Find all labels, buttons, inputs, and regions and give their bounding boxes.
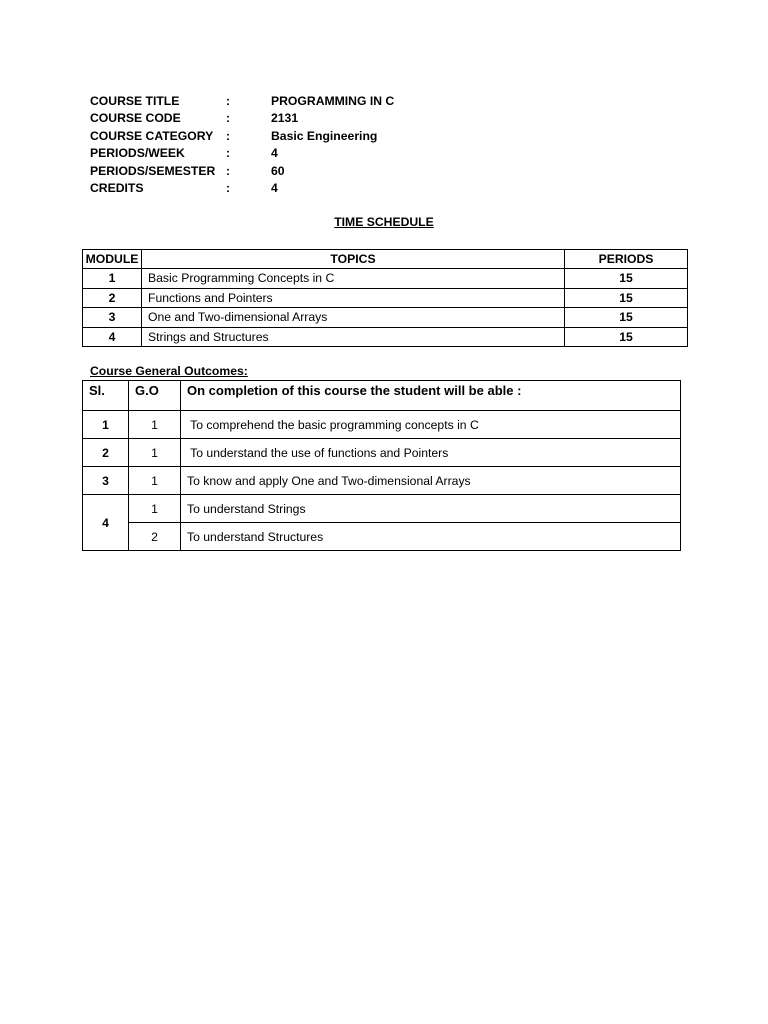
table-row [83,495,681,523]
table-header-row [83,381,681,411]
go-cell: 1 [129,439,181,467]
course-info-value: 4 [271,180,278,195]
column-header-sl: Sl. [83,381,129,411]
table-row [83,523,681,551]
course-info-separator: : [226,94,231,108]
table-row [83,467,681,495]
outcome-cell: To understand the use of functions and Pointers [181,439,681,467]
module-cell: 2 [83,288,142,308]
topic-cell: One and Two-dimensional Arrays [142,308,565,328]
sl-cell: 2 [83,439,129,467]
outcomes-table [82,380,681,551]
course-info-label: CREDITS [90,180,144,195]
course-info-separator: : [226,163,231,178]
table-row [83,327,688,347]
module-cell: 3 [83,308,142,328]
periods-cell: 15 [565,327,688,347]
course-info-value: PROGRAMMING IN C [271,94,395,108]
table-row [83,308,688,328]
table-header-row [83,250,688,269]
module-cell: 4 [83,327,142,347]
outcomes-heading: Course General Outcomes: [90,364,248,378]
periods-cell: 15 [565,288,688,308]
column-header-periods: PERIODS [565,250,688,269]
outcome-cell: To understand Structures [181,523,681,551]
table-row [83,411,681,439]
sl-cell: 1 [83,411,129,439]
column-header-topics: TOPICS [142,250,565,269]
sl-cell: 3 [83,467,129,495]
course-info-label: PERIODS/WEEK [90,146,185,161]
table-row [83,269,688,289]
course-info-value: 60 [271,163,285,178]
module-cell: 1 [83,269,142,289]
topic-cell: Functions and Pointers [142,288,565,308]
course-info-value: 4 [271,146,278,161]
go-cell: 1 [129,411,181,439]
periods-cell: 15 [565,308,688,328]
outcome-cell: To know and apply One and Two-dimensional Arrays [181,467,681,495]
course-info-separator: : [226,180,231,195]
go-cell: 1 [129,495,181,523]
periods-cell: 15 [565,269,688,289]
sl-cell: 4 [83,495,129,551]
go-cell: 2 [129,523,181,551]
column-header-go: G.O [129,381,181,411]
table-row [83,439,681,467]
topic-cell: Basic Programming Concepts in C [142,269,565,289]
column-header-outcome: On completion of this course the student will be able : [181,381,681,411]
course-info-label: PERIODS/SEMESTER [90,163,216,178]
course-info-value: Basic Engineering [271,128,378,143]
topic-cell: Strings and Structures [142,327,565,347]
time-schedule-heading: TIME SCHEDULE [334,215,434,229]
course-info-separator: : [226,146,231,161]
outcome-cell: To understand Strings [181,495,681,523]
course-info-label: COURSE CATEGORY [90,128,214,143]
column-header-module: MODULE [83,250,142,269]
time-schedule-table [82,249,688,347]
course-info-value: 2131 [271,111,299,126]
course-info-separator: : [226,111,231,126]
course-info-label: COURSE CODE [90,111,181,126]
course-info-label: COURSE TITLE [90,94,180,108]
table-row [83,288,688,308]
go-cell: 1 [129,467,181,495]
course-info-separator: : [226,128,231,143]
outcome-cell: To comprehend the basic programming concepts in C [181,411,681,439]
